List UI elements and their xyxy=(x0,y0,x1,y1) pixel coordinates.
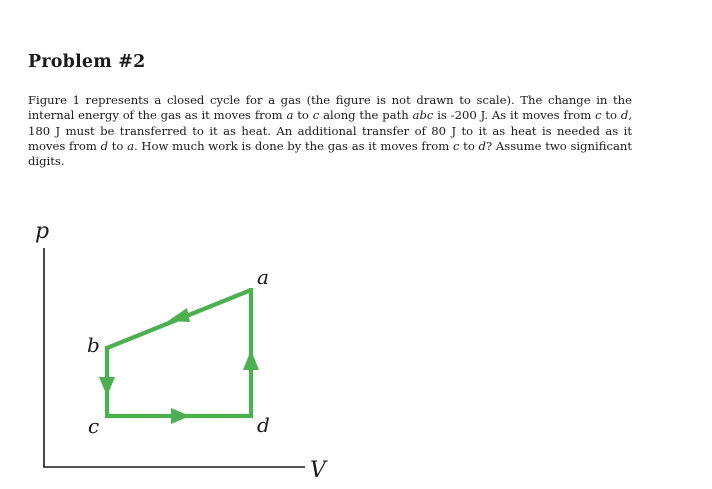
text-segment: ? Assume two significant digits. xyxy=(28,138,632,169)
text-segment: , 180 J must be transferred to it as heat. An additional transfer of 80 J to it as heat is needed as it moves from xyxy=(28,108,632,153)
problem-title: Problem #2 xyxy=(28,52,146,72)
text-segment: to xyxy=(293,108,313,123)
arrow-d-to-a-icon xyxy=(243,350,259,370)
arrow-b-to-c-icon xyxy=(99,377,115,396)
var-c: c xyxy=(595,108,602,123)
var-c: c xyxy=(452,138,460,153)
cycle-path xyxy=(105,288,253,418)
arrow-c-to-d-icon xyxy=(171,408,190,424)
var-a: a xyxy=(286,108,294,123)
text-segment: to xyxy=(108,138,128,153)
point-label-a: a xyxy=(257,265,269,289)
var-d: d xyxy=(100,138,109,153)
x-axis-label: V xyxy=(310,458,326,483)
text-segment: along the path xyxy=(319,108,413,123)
point-label-d: d xyxy=(257,413,270,437)
text-segment: to xyxy=(459,138,479,153)
var-abc: abc xyxy=(412,108,434,123)
arrow-a-to-b-icon xyxy=(168,308,190,322)
var-d: d xyxy=(478,138,486,153)
text-segment: to xyxy=(601,108,621,123)
text-segment: Figure 1 represents a closed cycle for a gas (the figure is not drawn to scale). The change in the internal energy of the gas as it moves from xyxy=(28,93,632,123)
text-segment: is -200 J. As it moves from xyxy=(433,108,596,123)
y-axis-label: p xyxy=(35,219,50,244)
var-c: c xyxy=(312,108,320,123)
point-label-c: c xyxy=(88,414,100,438)
var-a: a xyxy=(127,138,135,153)
text-segment: . How much work is done by the gas as it moves from xyxy=(134,138,453,153)
var-d: d xyxy=(620,108,629,123)
point-label-b: b xyxy=(87,333,100,357)
